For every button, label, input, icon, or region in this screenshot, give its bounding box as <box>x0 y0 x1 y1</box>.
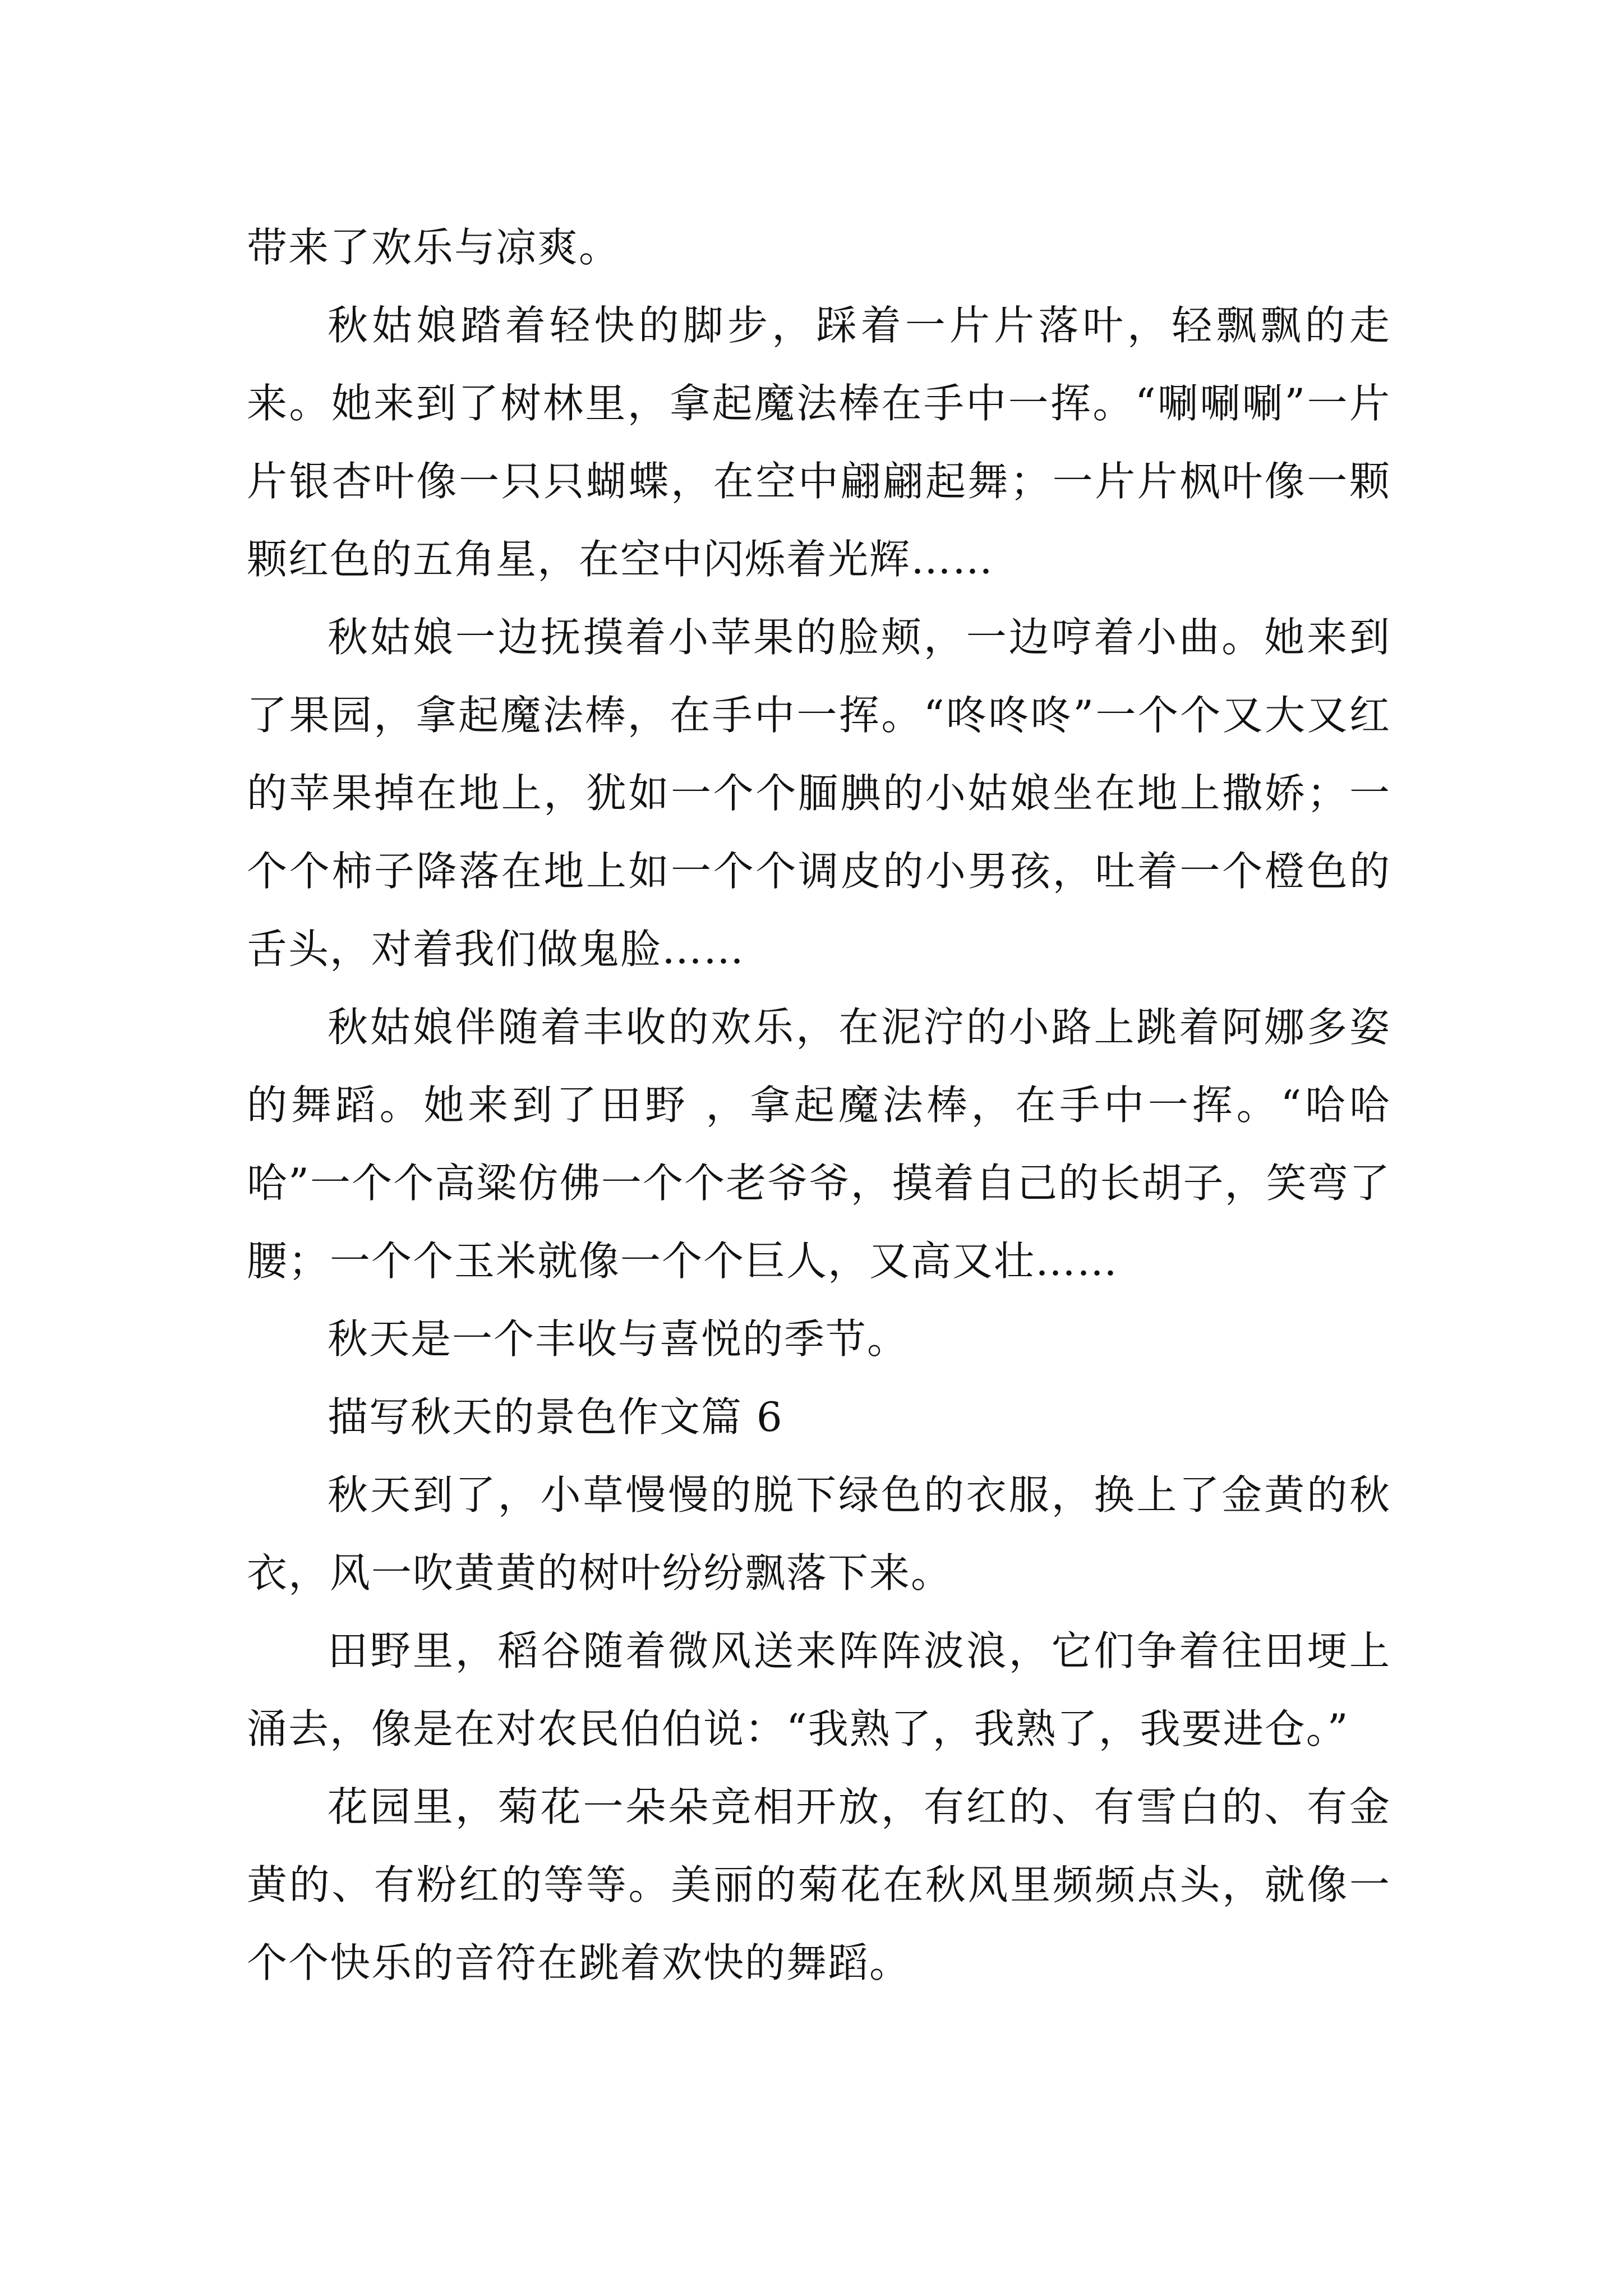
paragraph-chrysanthemum: 花园里，菊花一朵朵竞相开放，有红的、有雪白的、有金黄的、有粉红的等等。美丽的菊花在秋风里频频点头，就像一个个快乐的音符在跳着欢快的舞蹈。 <box>247 1783 1391 1986</box>
paragraph-continuation: 带来了欢乐与凉爽。 <box>247 224 621 271</box>
essay-heading: 描写秋天的景色作文篇 6 <box>328 1393 783 1441</box>
paragraph-field: 秋姑娘伴随着丰收的欢乐，在泥泞的小路上跳着阿娜多姿的舞蹈。她来到了田野 ，拿起魔法棒，在手中一挥。“哈哈哈”一个个高粱仿佛一个个老爷爷，摸着自己的长胡子，笑弯了腰；一个个玉米就像一个个巨人，又高又壮…… <box>247 1004 1391 1285</box>
paragraph-forest: 秋姑娘踏着轻快的脚步，踩着一片片落叶，轻飘飘的走来。她来到了树林里，拿起魔法棒在手中一挥。“唰唰唰”一片片银杏叶像一只只蝴蝶，在空中翩翩起舞；一片片枫叶像一颗颗红色的五角星，在空中闪烁着光辉…… <box>247 302 1391 583</box>
paragraph-grass: 秋天到了，小草慢慢的脱下绿色的衣服，换上了金黄的秋衣，风一吹黄黄的树叶纷纷飘落下来。 <box>247 1471 1391 1596</box>
paragraph-rice: 田野里，稻谷随着微风送来阵阵波浪，它们争着往田埂上涌去，像是在对农民伯伯说：“我熟了，我熟了，我要进仓。” <box>247 1627 1391 1752</box>
document-body <box>247 209 1391 2002</box>
paragraph-orchard: 秋姑娘一边抚摸着小苹果的脸颊，一边哼着小曲。她来到了果园，拿起魔法棒，在手中一挥。“咚咚咚”一个个又大又红的苹果掉在地上，犹如一个个腼腆的小姑娘坐在地上撒娇；一个个柿子降落在地上如一个个调皮的小男孩，吐着一个橙色的舌头，对着我们做鬼脸…… <box>247 614 1391 973</box>
paragraph-summary: 秋天是一个丰收与喜悦的季节。 <box>328 1315 909 1363</box>
